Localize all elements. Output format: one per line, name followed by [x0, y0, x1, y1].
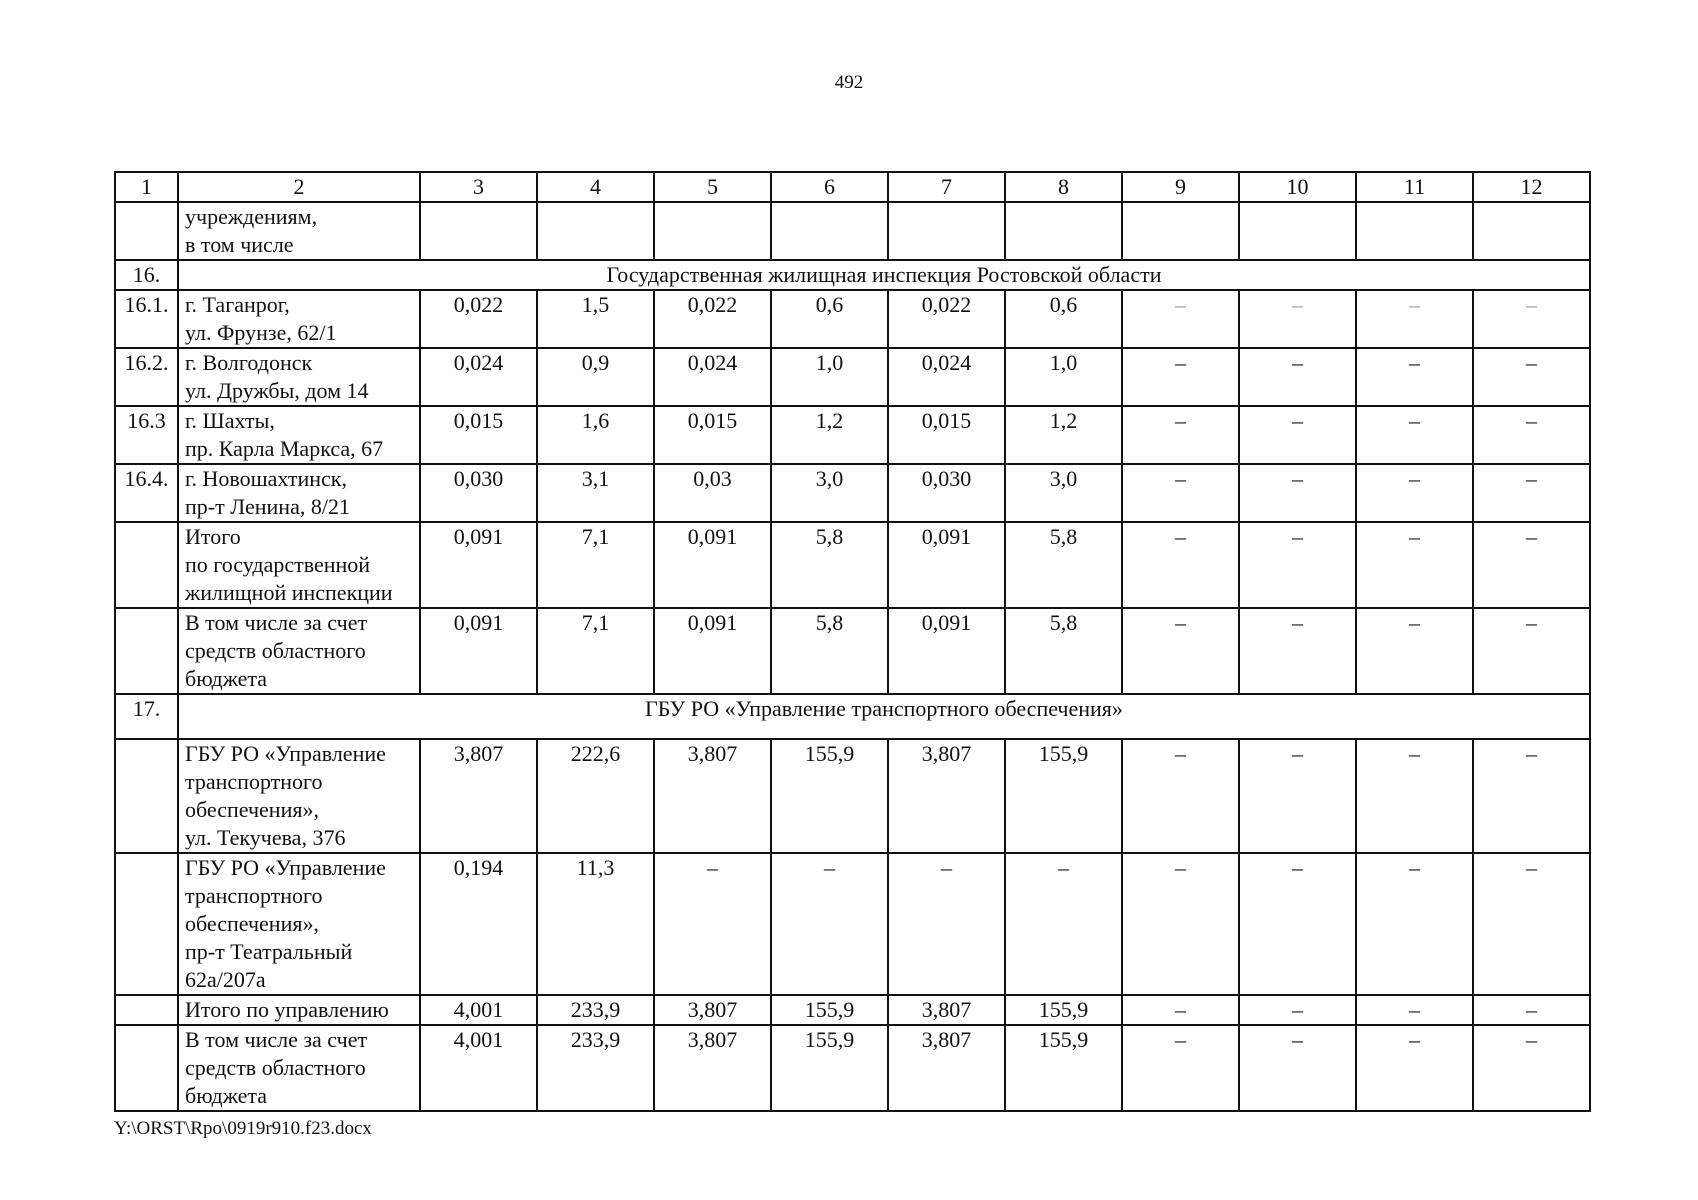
value-cell: – [1005, 853, 1122, 995]
footer-file-path: Y:\ORST\Rpo\0919r910.f23.docx [114, 1118, 372, 1139]
value-cell [654, 202, 771, 260]
value-cell: 0,030 [420, 464, 537, 522]
value-cell: 0,091 [420, 608, 537, 694]
value-cell: 155,9 [771, 995, 888, 1025]
value-cell: 0,091 [420, 522, 537, 608]
section-number: 16. [115, 260, 178, 290]
value-cell: – [1473, 406, 1590, 464]
value-cell: 222,6 [537, 739, 654, 853]
item-name [178, 739, 420, 853]
value-cell: 7,1 [537, 522, 654, 608]
value-cell: – [1122, 406, 1239, 464]
value-cell: 0,030 [888, 464, 1005, 522]
column-number: 10 [1239, 172, 1356, 202]
value-cell: – [1122, 995, 1239, 1025]
row-number [115, 995, 178, 1025]
value-cell: – [888, 853, 1005, 995]
value-cell: – [1122, 608, 1239, 694]
table-row [115, 348, 1590, 406]
value-cell: 5,8 [771, 522, 888, 608]
value-cell [1239, 202, 1356, 260]
item-name [178, 202, 420, 260]
value-cell: 155,9 [771, 739, 888, 853]
table-row [115, 1025, 1590, 1111]
value-cell [1005, 202, 1122, 260]
value-cell: – [1356, 1025, 1473, 1111]
column-number: 12 [1473, 172, 1590, 202]
item-name [178, 608, 420, 694]
table-row [115, 406, 1590, 464]
item-name [178, 1025, 420, 1111]
value-cell: – [1239, 464, 1356, 522]
item-name [178, 995, 420, 1025]
value-cell: 3,807 [888, 1025, 1005, 1111]
item-name-line: г. Новошахтинск, [185, 466, 347, 491]
value-cell: – [1473, 464, 1590, 522]
value-cell: 0,015 [420, 406, 537, 464]
value-cell: 5,8 [1005, 608, 1122, 694]
item-name-line: транспортного [185, 769, 323, 794]
value-cell [537, 202, 654, 260]
value-cell: 155,9 [771, 1025, 888, 1111]
table-row [115, 995, 1590, 1025]
column-number: 8 [1005, 172, 1122, 202]
value-cell: – [1356, 522, 1473, 608]
value-cell: 3,807 [888, 739, 1005, 853]
value-cell [888, 202, 1005, 260]
value-cell [771, 202, 888, 260]
item-name-line: по государственной [185, 552, 371, 577]
item-name [178, 522, 420, 608]
value-cell: – [1473, 290, 1590, 348]
value-cell: – [1473, 1025, 1590, 1111]
item-name-line: 62а/207а [185, 967, 266, 992]
item-name-line: В том числе за счет [185, 610, 368, 635]
column-number: 3 [420, 172, 537, 202]
section-row [115, 260, 1590, 290]
item-name-line: жилищной инспекции [185, 580, 393, 605]
item-name-line: обеспечения», [185, 797, 319, 822]
value-cell: – [1356, 406, 1473, 464]
table-row [115, 290, 1590, 348]
value-cell: 1,0 [771, 348, 888, 406]
item-name-line: ул. Дружбы, дом 14 [185, 378, 369, 403]
value-cell: 11,3 [537, 853, 654, 995]
column-number: 6 [771, 172, 888, 202]
item-name-line: г. Шахты, [185, 408, 275, 433]
row-number [115, 608, 178, 694]
value-cell: 0,024 [888, 348, 1005, 406]
item-name [178, 348, 420, 406]
value-cell: 3,0 [771, 464, 888, 522]
column-number: 4 [537, 172, 654, 202]
value-cell: 0,015 [654, 406, 771, 464]
table-row [115, 464, 1590, 522]
item-name [178, 406, 420, 464]
value-cell: – [1239, 406, 1356, 464]
row-number [115, 853, 178, 995]
value-cell: – [1356, 853, 1473, 995]
item-name-line: г. Таганрог, [185, 292, 290, 317]
table-row [115, 522, 1590, 608]
value-cell: 4,001 [420, 995, 537, 1025]
value-cell: – [1473, 853, 1590, 995]
value-cell: 0,091 [888, 522, 1005, 608]
value-cell: 0,091 [654, 522, 771, 608]
value-cell: 3,0 [1005, 464, 1122, 522]
value-cell: 7,1 [537, 608, 654, 694]
item-name-line: Итого по управлению [185, 997, 389, 1022]
row-number [115, 522, 178, 608]
column-number: 7 [888, 172, 1005, 202]
value-cell: 1,6 [537, 406, 654, 464]
item-name [178, 464, 420, 522]
value-cell: 1,0 [1005, 348, 1122, 406]
value-cell: 3,807 [420, 739, 537, 853]
value-cell: – [771, 853, 888, 995]
item-name-line: учреждениям, [185, 204, 318, 229]
item-name-line: транспортного [185, 883, 323, 908]
value-cell: 5,8 [771, 608, 888, 694]
item-name-line: обеспечения», [185, 911, 319, 936]
section-title: ГБУ РО «Управление транспортного обеспечения» [178, 694, 1590, 739]
column-number: 5 [654, 172, 771, 202]
row-number: 16.3 [115, 406, 178, 464]
value-cell: – [1356, 290, 1473, 348]
table-row [115, 739, 1590, 853]
row-number: 16.1. [115, 290, 178, 348]
value-cell: – [1356, 348, 1473, 406]
value-cell: 1,2 [771, 406, 888, 464]
value-cell: 0,022 [420, 290, 537, 348]
value-cell: 0,6 [771, 290, 888, 348]
row-number: 16.2. [115, 348, 178, 406]
row-number: 16.4. [115, 464, 178, 522]
value-cell: 0,9 [537, 348, 654, 406]
value-cell: 0,6 [1005, 290, 1122, 348]
item-name-line: бюджета [185, 1083, 268, 1108]
column-number: 2 [178, 172, 420, 202]
item-name-line: ул. Текучева, 376 [185, 825, 346, 850]
value-cell: 0,024 [654, 348, 771, 406]
value-cell: – [1473, 608, 1590, 694]
item-name-line: ул. Фрунзе, 62/1 [185, 320, 337, 345]
item-name-line: г. Волгодонск [185, 350, 313, 375]
row-number [115, 1025, 178, 1111]
table-row [115, 608, 1590, 694]
value-cell: – [1239, 522, 1356, 608]
value-cell: 233,9 [537, 1025, 654, 1111]
value-cell: 0,022 [654, 290, 771, 348]
item-name-line: в том числе [185, 232, 294, 257]
value-cell: 3,807 [654, 1025, 771, 1111]
value-cell: 1,2 [1005, 406, 1122, 464]
value-cell: 0,024 [420, 348, 537, 406]
section-title: Государственная жилищная инспекция Ростовской области [178, 260, 1590, 290]
value-cell: – [1356, 995, 1473, 1025]
value-cell: – [1122, 739, 1239, 853]
value-cell: – [1122, 522, 1239, 608]
column-number: 1 [115, 172, 178, 202]
item-name-line: ГБУ РО «Управление [185, 855, 386, 880]
value-cell: – [1473, 348, 1590, 406]
value-cell: – [1239, 608, 1356, 694]
section-row [115, 694, 1590, 739]
value-cell: 3,807 [654, 739, 771, 853]
value-cell: 4,001 [420, 1025, 537, 1111]
item-name-line: ГБУ РО «Управление [185, 741, 386, 766]
item-name-line: бюджета [185, 666, 268, 691]
section-number: 17. [115, 694, 178, 739]
value-cell: 0,091 [654, 608, 771, 694]
item-name-line: пр-т Театральный [185, 939, 353, 964]
value-cell: 0,022 [888, 290, 1005, 348]
value-cell: – [1473, 995, 1590, 1025]
value-cell: – [1356, 464, 1473, 522]
value-cell: – [1239, 348, 1356, 406]
value-cell: – [1122, 464, 1239, 522]
value-cell: 0,091 [888, 608, 1005, 694]
value-cell: – [1239, 1025, 1356, 1111]
value-cell: 155,9 [1005, 1025, 1122, 1111]
value-cell: 0,03 [654, 464, 771, 522]
value-cell: – [1473, 739, 1590, 853]
value-cell: – [1239, 853, 1356, 995]
page-number: 492 [834, 72, 864, 93]
header-row [115, 172, 1590, 202]
value-cell [1473, 202, 1590, 260]
item-name-line: Итого [185, 524, 241, 549]
value-cell: 233,9 [537, 995, 654, 1025]
item-name-line: В том числе за счет [185, 1027, 368, 1052]
value-cell [420, 202, 537, 260]
value-cell: 3,807 [888, 995, 1005, 1025]
value-cell: 0,015 [888, 406, 1005, 464]
item-name-line: средств областного [185, 1055, 366, 1080]
value-cell: – [1356, 739, 1473, 853]
data-table [114, 171, 1591, 1112]
value-cell: 3,1 [537, 464, 654, 522]
value-cell: 0,194 [420, 853, 537, 995]
table-row [115, 202, 1590, 260]
value-cell: 3,807 [654, 995, 771, 1025]
item-name [178, 853, 420, 995]
value-cell: – [1239, 290, 1356, 348]
value-cell: – [654, 853, 771, 995]
value-cell: – [1239, 739, 1356, 853]
value-cell [1356, 202, 1473, 260]
table-row [115, 853, 1590, 995]
value-cell: 155,9 [1005, 739, 1122, 853]
value-cell: 5,8 [1005, 522, 1122, 608]
value-cell: 155,9 [1005, 995, 1122, 1025]
value-cell: – [1122, 290, 1239, 348]
value-cell: – [1122, 348, 1239, 406]
value-cell: – [1122, 1025, 1239, 1111]
row-number [115, 202, 178, 260]
item-name-line: средств областного [185, 638, 366, 663]
value-cell: – [1356, 608, 1473, 694]
row-number [115, 739, 178, 853]
value-cell: – [1239, 995, 1356, 1025]
value-cell: – [1473, 522, 1590, 608]
value-cell: – [1122, 853, 1239, 995]
item-name [178, 290, 420, 348]
value-cell [1122, 202, 1239, 260]
column-number: 11 [1356, 172, 1473, 202]
column-number: 9 [1122, 172, 1239, 202]
item-name-line: пр-т Ленина, 8/21 [185, 494, 350, 519]
value-cell: 1,5 [537, 290, 654, 348]
item-name-line: пр. Карла Маркса, 67 [185, 436, 384, 461]
